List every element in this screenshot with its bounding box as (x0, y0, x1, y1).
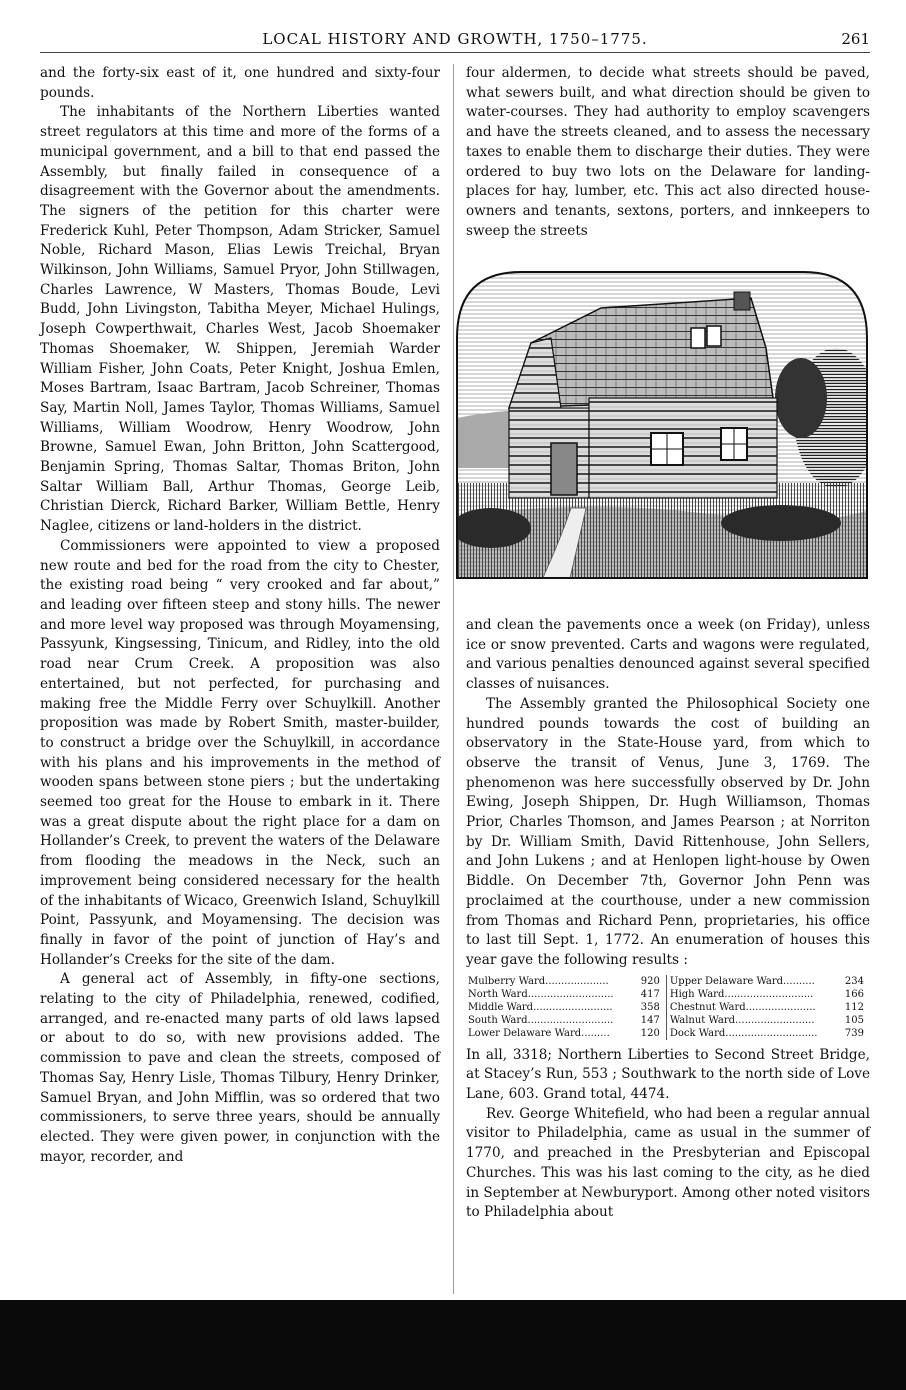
table-row (466, 1014, 870, 1027)
paragraph: and clean the pavements once a week (on Friday), unless ice or snow prevented. Carts and wagons were regulated, and various penalties denounced against several specified classes of nuisances. (466, 617, 870, 693)
ward-count: 147 (640, 1014, 660, 1026)
ward-name: Middle Ward......................... (468, 1001, 613, 1013)
page-number: 261 (841, 30, 870, 48)
ward-name: Walnut Ward......................... (669, 1014, 815, 1026)
paragraph: In all, 3318; Northern Liberties to Second Street Bridge, at Stacey’s Run, 553 ; Southwark to the north side of Love Lane, 603. Grand total, 4474. (466, 1046, 870, 1103)
ward-name: High Ward............................ (669, 988, 814, 1000)
table-row (466, 975, 870, 988)
ward-count: 234 (844, 975, 864, 987)
ward-count: 166 (844, 988, 864, 1000)
table-row (466, 1001, 870, 1014)
ward-name: Dock Ward............................. (669, 1027, 818, 1039)
paragraph: Commissioners were appointed to view a proposed new route and bed for the road from the city to Chester, the existing road being “ very crooked and far about,” and leading over fifteen steep and stony hills. The newer and more level way proposed was through Moyamensing, Passyunk, Kingsessing, Tinicum, and Ridley, into the old road near Crum Creek. A proposition was also entertained, but not perfected, for purchasing and making free the Middle Ferry over Schuylkill. Another proposition was made by Robert Smith, master-builder, to construct a bridge over the Schuylkill, in accordance with his plans and his improvements in the method of wooden spans between stone piers ; but the undertaking seemed too great for the House to embark in it. There was a great dispute about the right place for a dam on Hollander’s Creek, to prevent the waters of the Delaware from flooding the meadows in the Neck, such an improvement being considered necessary for the health of the inhabitants of Wicaco, Greenwich Island, Schuylkill Point, Passyunk, and Moyamensing. The decision was finally in favor of the point of junction of Hay’s and Hollander’s Creeks for the site of the dam. (40, 537, 440, 968)
right-column-bottom (466, 616, 870, 1223)
ward-name: North Ward........................... (468, 988, 614, 1000)
bottom-black-band (0, 1300, 906, 1390)
ward-count: 417 (640, 988, 660, 1000)
column-divider (453, 64, 454, 1294)
ward-count: 358 (640, 1001, 660, 1013)
ward-name: South Ward........................... (468, 1014, 614, 1026)
paragraph: Rev. George Whitefield, who had been a regular annual visitor to Philadelphia, came as usual in the summer of 1770, and preached in the Presbyterian and Episcopal Churches. This was his last coming to the city, as he died in September at Newburyport. Among other noted visitors to Philadelphia about (466, 1105, 870, 1221)
ward-count: 920 (640, 975, 660, 987)
ward-count: 739 (844, 1027, 864, 1039)
paragraph: The inhabitants of the Northern Liberties wanted street regulators at this time and more of the forms of a municipal government, and a bill to that end passed the Assembly, but finally failed in consequence of a disagreement with the Governor about the amendments. The signers of the petition for this charter were Frederick Kuhl, Peter Thompson, Adam Stricker, Samuel Noble, Richard Mason, Elias Lewis Treichal, Bryan Wilkinson, John Williams, Samuel Pryor, John Stillwagen, Charles Lawrence, W Masters, Thomas Boude, Levi Budd, John Livingston, Tabitha Meyer, Michael Hulings, Joseph Cowperthwait, Charles West, Jacob Shoemaker Thomas Shoemaker, W. Shippen, Jeremiah Warder William Fisher, John Coats, Peter Knight, Joshua Emlen, Moses Bartram, Isaac Bartram, Jacob Schreiner, Thomas Say, Martin Noll, James Taylor, Thomas Williams, Samuel Williams, William Woodrow, Henry Woodrow, John Browne, Samuel Ewan, John Britton, John Scattergood, Benjamin Spring, Thomas Saltar, Thomas Briton, John Saltar William Ball, Arthur Thomas, George Leib, Christian Dierck, Richard Barker, William Bettle, Henry Naglee, citizens or land-holders in the district. (40, 104, 440, 535)
ward-count: 120 (640, 1027, 660, 1039)
table-row (466, 1027, 870, 1040)
right-column-top (466, 64, 870, 241)
paragraph: The Assembly granted the Philosophical Society one hundred pounds towards the cost of building an observatory in the State-House yard, from which to observe the transit of Venus, June 3, 1769. The phenomenon was here successfully observed by Dr. John Ewing, Joseph Shippen, Dr. Hugh Williamson, Thomas Prior, Charles Thomson, and James Pearson ; at Norriton by Dr. William Smith, David Rittenhouse, John Sellers, and John Lukens ; and at Henlopen light-house by Owen Biddle. On December 7th, Governor John Penn was proclaimed at the courthouse, under a new commission from Thomas and Richard Penn, proprietaries, his office to last till Sept. 1, 1772. An enumeration of houses this year gave the following results : (466, 695, 870, 968)
running-title: LOCAL HISTORY AND GROWTH, 1750–1775. (262, 30, 648, 48)
ward-count: 105 (844, 1014, 864, 1026)
running-header (40, 28, 870, 53)
wards-table (466, 975, 870, 1040)
ward-name: Lower Delaware Ward......... (468, 1027, 610, 1039)
paragraph: four aldermen, to decide what streets should be paved, what sewers built, and what direction should be given to water-courses. They had authority to employ scavengers and have the streets cleaned, and to assess the necessary taxes to enable them to discharge their duties. They were ordered to buy two lots on the Delaware for landing-places for hay, lumber, etc. This act also directed house-owners and tenants, sextons, porters, and innkeepers to sweep the streets (466, 65, 870, 239)
ward-name: Chestnut Ward...................... (669, 1001, 816, 1013)
log-cabin-engraving (451, 268, 873, 582)
ward-name: Mulberry Ward.................... (468, 975, 609, 987)
paragraph: and the forty-six east of it, one hundred and sixty-four pounds. (40, 65, 440, 101)
left-column (40, 64, 440, 1167)
paragraph: A general act of Assembly, in fifty-one sections, relating to the city of Philadelphia, renewed, codified, arranged, and re-enacted many parts of old laws lapsed or about to do so, with new provisions added. The commission to pave and clean the streets, composed of Thomas Say, Henry Lisle, Thomas Tilbury, Henry Drinker, Samuel Bryan, and John Mifflin, was so ordered that two commissioners, to serve three years, should be annually elected. They were given power, in conjunction with the mayor, recorder, and (40, 971, 440, 1165)
table-row (466, 988, 870, 1001)
ward-name: Upper Delaware Ward.......... (669, 975, 815, 987)
ward-count: 112 (844, 1001, 864, 1013)
